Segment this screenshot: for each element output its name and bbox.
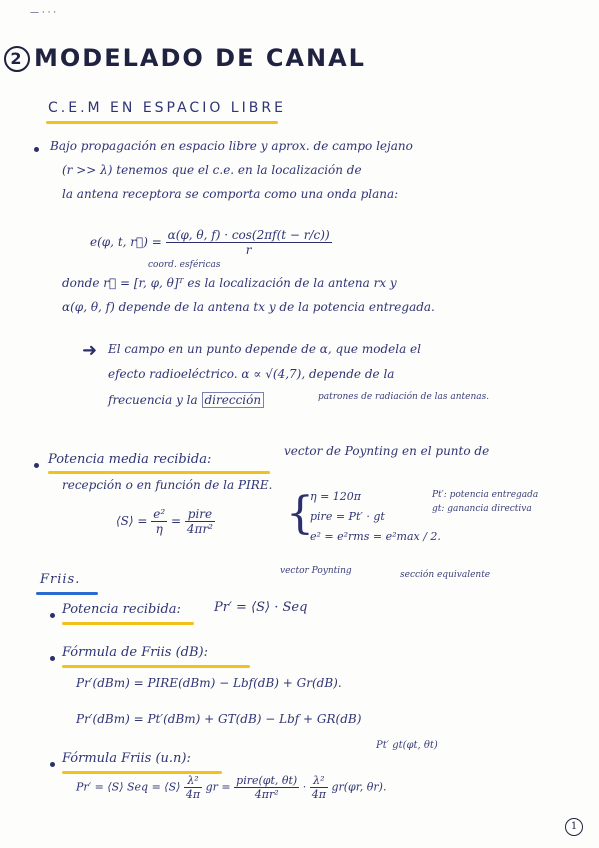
equation-friis-un: Pr′ = ⟨S⟩ Seq = ⟨S⟩ $\frac{\text{λ²}}{4\pi}$ gr = $\frac{\text{pire(φt, θt)}}{\text{4πr²}}$ · $\frac{\text{λ²}}{4\pi}$ gr(φr, θr). [76,774,387,801]
margin-note: Pt′: potencia entregada [432,490,539,500]
top-scribble: — · · · [30,8,57,18]
eq-fraction [151,507,167,536]
eq-fraction [234,774,299,801]
subsection-label: Fórmula Friis (u.n): [62,751,191,766]
eq-part: gr(φr, θr). [331,780,387,794]
eq-fraction [166,228,332,257]
eq-denominator: 4πr² [254,788,279,801]
margin-note: vector Poynting [280,566,352,576]
arrow-right-icon: ➜ [82,340,98,361]
section-heading-friis: Friis. [40,572,81,587]
margin-note: patrones de radiación de las antenas. [318,392,490,402]
eq-denominator: r [245,243,252,257]
equation-friis-db-2: Pr′(dBm) = Pt′(dBm) + GT(dB) − Lbf + GR(dB) [76,712,362,726]
text-line: Bajo propagación en espacio libre y aprox. de campo lejano [50,139,413,153]
eq-denominator: η [155,522,163,536]
eq-fraction [310,774,328,801]
eq-numerator: pire [185,507,215,522]
bullet [50,762,55,767]
page-number: 1 [565,818,583,836]
bullet [34,463,39,468]
text-line: efecto radioeléctrico. α ∝ √(4,7), depende de la [108,367,395,381]
margin-note: coord. esféricas [148,260,221,270]
text-line [108,393,264,407]
heading-underline [62,665,250,668]
heading-underline [36,592,98,595]
margin-note: Pt′ gt(φt, θt) [376,740,438,751]
brace-line: e² = e²rms = e²max / 2. [310,530,441,543]
bullet [34,147,39,152]
eq-numerator: e² [153,507,166,521]
subsection-label: Potencia recibida: [62,602,181,617]
eq-part: gr = [205,780,231,794]
eq-numerator: pire(φt, θt) [236,774,298,787]
eq-numerator: λ² [184,774,202,788]
eq-numerator: λ² [310,774,328,788]
equation-friis-db-1: Pr′(dBm) = PIRE(dBm) − Lbf(dB) + Gr(dB). [76,676,342,690]
bullet [50,656,55,661]
eq-fraction [184,774,202,801]
eq-denominator: 4πr² [186,522,213,536]
text-line: frecuencia y la [108,393,198,407]
eq-numerator: α(φ, θ, f) · cos(2πf(t − r/c)) [167,228,330,242]
page-title [4,44,366,72]
text-line: la antena receptora se comporta como una onda plana: [62,187,399,201]
subsection-label: Fórmula de Friis (dB): [62,645,208,660]
subsection-heading-potencia-media: Potencia media recibida: [48,452,212,467]
eq-lhs: ⟨S⟩ = [116,514,148,528]
section-number-badge: 2 [4,46,30,72]
eq-lhs: e(φ, t, r⃗) = [90,235,162,249]
brace-line: pire = Pt′ · gt [310,510,385,523]
eq-denominator: 4π [185,788,201,801]
brace-line: η = 120π [310,490,362,503]
text-line: El campo en un punto depende de α, que modela el [108,342,421,356]
equation-field [90,228,332,257]
text-line: vector de Poynting en el punto de [284,444,490,458]
heading-underline [46,121,278,124]
eq-part: Pr′ = ⟨S⟩ Seq = ⟨S⟩ [76,780,181,794]
section-heading-cem: C.E.M EN ESPACIO LIBRE [48,100,286,116]
text-line: recepción o en función de la PIRE. [62,478,273,492]
eq-denominator: 4π [311,788,326,801]
brace-icon: { [286,488,314,539]
text-line: donde r⃗ = [r, φ, θ]ᵀ es la localización de la antena rx y [62,276,397,290]
title-text: MODELADO DE CANAL [34,44,366,72]
text-line: (r >> λ) tenemos que el c.e. en la localización de [62,163,362,177]
margin-note: gt: ganancia directiva [432,504,532,514]
bullet [50,613,55,618]
heading-underline [48,471,270,474]
eq-fraction [185,507,215,536]
boxed-word: dirección [202,392,265,408]
heading-underline [62,622,194,625]
equation-received-power: Pr′ = ⟨S⟩ · Seq [214,600,308,615]
margin-note: sección equivalente [400,570,491,580]
equation-poynting: ⟨S⟩ = $\frac{\text{e²}}{\eta}$ = $\frac{\text{pire}}{\text{4πr²}}$ [116,507,213,536]
text-line: α(φ, θ, f) depende de la antena tx y de la potencia entregada. [62,300,435,314]
